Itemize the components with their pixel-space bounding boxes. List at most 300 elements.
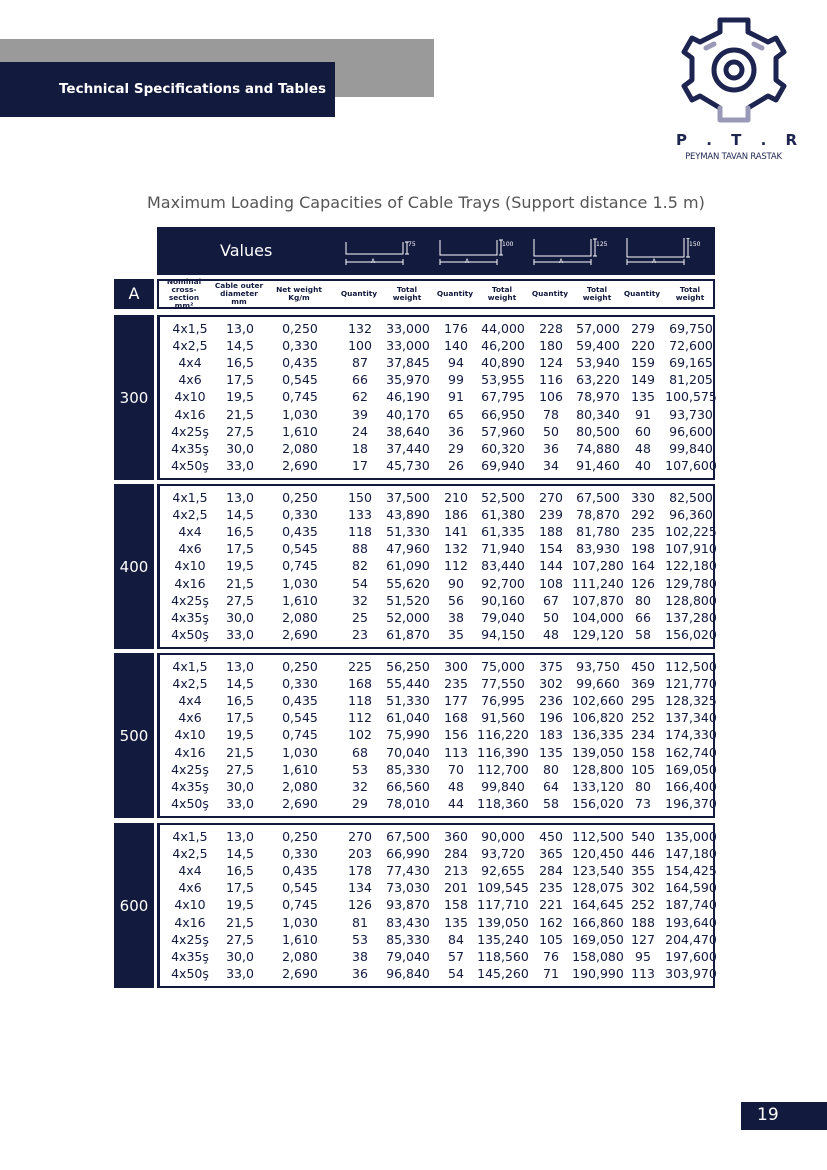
- table-cell: 107,910: [665, 541, 717, 557]
- table-cell: 1,610: [282, 931, 318, 947]
- table-cell: 134: [348, 880, 372, 896]
- table-cell: 94,150: [481, 626, 525, 642]
- table-cell: 169,050: [572, 931, 624, 947]
- table-cell: 75,990: [386, 727, 430, 743]
- tray-height-label: 150: [689, 241, 701, 248]
- table-cell: 53,955: [481, 372, 525, 388]
- table-cell: 4x1,5: [172, 490, 208, 505]
- table-cell: 302: [539, 676, 563, 692]
- table-cell: 330: [631, 490, 655, 505]
- table-cell: 79,040: [386, 948, 430, 964]
- page-number-badge: [741, 1102, 827, 1130]
- table-cell: 203: [348, 846, 372, 862]
- table-cell: 2,690: [282, 626, 318, 642]
- table-row: [160, 795, 717, 812]
- table-row: [160, 778, 717, 795]
- table-cell: 239: [539, 507, 563, 523]
- table-cell: 4x4: [178, 524, 202, 540]
- table-cell: 82,500: [669, 490, 713, 505]
- table-cell: 116: [539, 372, 563, 388]
- table-cell: 13,0: [226, 829, 254, 844]
- table-cell: 44: [448, 795, 464, 811]
- table-cell: 93,720: [481, 846, 525, 862]
- table-cell: 66: [352, 372, 368, 388]
- table-cell: 193,640: [665, 914, 717, 930]
- table-cell: 174,330: [665, 727, 717, 743]
- tray-profile-icon: [343, 238, 418, 268]
- table-cell: 58: [543, 795, 559, 811]
- table-cell: 93,870: [386, 897, 430, 913]
- table-row: [160, 726, 717, 743]
- table-cell: 37,440: [386, 440, 430, 456]
- page-title: Maximum Loading Capacities of Cable Trays (Support distance 1.5 m): [147, 193, 705, 212]
- table-cell: 1,610: [282, 761, 318, 777]
- table-cell: 48: [448, 778, 464, 794]
- table-cell: 118: [348, 524, 372, 540]
- table-cell: 94: [448, 355, 464, 371]
- table-cell: 180: [539, 338, 563, 354]
- table-cell: 4x1,5: [172, 829, 208, 844]
- table-cell: 188: [539, 524, 563, 540]
- table-cell: 35: [448, 626, 464, 642]
- table-cell: 213: [444, 863, 468, 879]
- table-cell: 68: [352, 744, 368, 760]
- table-cell: 139,050: [477, 914, 529, 930]
- table-cell: 14,5: [226, 507, 254, 523]
- table-cell: 67: [543, 592, 559, 608]
- table-cell: 80: [543, 761, 559, 777]
- table-cell: 45,730: [386, 457, 430, 473]
- values-header: [157, 227, 715, 275]
- header-title: Technical Specifications and Tables: [59, 81, 327, 97]
- table-cell: 300: [444, 659, 468, 674]
- table-cell: 117,710: [477, 897, 529, 913]
- table-row: [160, 388, 717, 405]
- table-cell: 57,000: [576, 321, 620, 336]
- table-cell: 36: [543, 440, 559, 456]
- table-cell: 106,820: [572, 710, 624, 726]
- table-cell: 4x35ş: [171, 778, 209, 794]
- tray-width-label: A: [559, 258, 564, 265]
- table-cell: 66: [635, 609, 651, 625]
- table-row: [160, 761, 717, 778]
- table-cell: 53,940: [576, 355, 620, 371]
- table-cell: 540: [631, 829, 655, 844]
- table-cell: 67,795: [481, 389, 525, 405]
- table-cell: 24: [352, 423, 368, 439]
- table-cell: 235: [539, 880, 563, 896]
- table-cell: 93,730: [669, 406, 713, 422]
- table-cell: 13,0: [226, 659, 254, 674]
- table-cell: 4x10: [174, 558, 206, 574]
- table-cell: 51,330: [386, 693, 430, 709]
- table-cell: 135,240: [477, 931, 529, 947]
- table-cell: 360: [444, 829, 468, 844]
- table-cell: 58: [635, 626, 651, 642]
- table-cell: 284: [444, 846, 468, 862]
- table-cell: 1,030: [282, 575, 318, 591]
- table-row: [160, 457, 717, 474]
- table-cell: 36: [448, 423, 464, 439]
- table-cell: 4x35ş: [171, 948, 209, 964]
- table-row: [160, 575, 717, 592]
- table-cell: 90: [448, 575, 464, 591]
- table-cell: 100,575: [665, 389, 717, 405]
- column-header: Cable outer diameter mm: [214, 281, 264, 306]
- table-cell: 221: [539, 897, 563, 913]
- column-header: Quantity: [623, 289, 661, 298]
- table-cell: 292: [631, 507, 655, 523]
- table-cell: 83,930: [576, 541, 620, 557]
- column-header: Net weight Kg/m: [276, 285, 322, 302]
- table-cell: 1,030: [282, 406, 318, 422]
- table-cell: 29: [352, 795, 368, 811]
- tray-profile-icon: [531, 238, 606, 268]
- table-cell: 38,640: [386, 423, 430, 439]
- table-cell: 4x10: [174, 727, 206, 743]
- table-row: [160, 440, 713, 457]
- table-cell: 124: [539, 355, 563, 371]
- group-rows: [157, 315, 715, 480]
- table-cell: 78,870: [576, 507, 620, 523]
- table-cell: 40,170: [386, 406, 430, 422]
- table-cell: 51,330: [386, 524, 430, 540]
- table-cell: 59,400: [576, 338, 620, 354]
- table-cell: 0,745: [282, 897, 318, 913]
- table-cell: 69,940: [481, 457, 525, 473]
- table-cell: 88: [352, 541, 368, 557]
- table-cell: 168: [444, 710, 468, 726]
- table-cell: 4x4: [178, 863, 202, 879]
- table-cell: 18: [352, 440, 368, 456]
- table-cell: 99: [448, 372, 464, 388]
- table-cell: 252: [631, 710, 655, 726]
- table-cell: 78: [543, 406, 559, 422]
- table-cell: 74,880: [576, 440, 620, 456]
- table-cell: 2,690: [282, 965, 318, 981]
- table-cell: 4x1,5: [172, 659, 208, 674]
- table-cell: 33,0: [226, 795, 254, 811]
- logo-company-name: PEYMAN TAVAN RASTAK: [685, 152, 782, 162]
- table-cell: 78,970: [576, 389, 620, 405]
- table-cell: 187,740: [665, 897, 717, 913]
- table-row: [160, 540, 717, 557]
- table-cell: 52,500: [481, 490, 525, 505]
- table-cell: 4x35ş: [171, 609, 209, 625]
- table-cell: 150: [348, 490, 372, 505]
- table-cell: 164: [631, 558, 655, 574]
- table-cell: 21,5: [226, 575, 254, 591]
- table-cell: 91,560: [481, 710, 525, 726]
- table-cell: 123,540: [572, 863, 624, 879]
- table-row: [160, 965, 717, 982]
- table-cell: 0,250: [282, 829, 318, 844]
- table-cell: 1,610: [282, 592, 318, 608]
- table-cell: 0,330: [282, 338, 318, 354]
- table-cell: 16,5: [226, 355, 254, 371]
- table-cell: 44,000: [481, 321, 525, 336]
- table-cell: 220: [631, 338, 655, 354]
- table-cell: 162: [539, 914, 563, 930]
- a-column-header: A: [114, 279, 154, 309]
- table-cell: 1,610: [282, 423, 318, 439]
- table-cell: 83,440: [481, 558, 525, 574]
- table-cell: 162,740: [665, 744, 717, 760]
- table-cell: 145,260: [477, 965, 529, 981]
- table-cell: 61,380: [481, 507, 525, 523]
- table-cell: 107,600: [665, 457, 717, 473]
- table-cell: 0,435: [282, 355, 318, 371]
- table-cell: 4x2,5: [172, 507, 208, 523]
- table-cell: 4x16: [174, 575, 206, 591]
- table-cell: 19,5: [226, 727, 254, 743]
- table-cell: 149: [631, 372, 655, 388]
- table-cell: 55,620: [386, 575, 430, 591]
- tray-width-label: A: [371, 258, 376, 265]
- table-cell: 0,250: [282, 659, 318, 674]
- table-cell: 99,840: [481, 778, 525, 794]
- column-header: Quantity: [531, 289, 569, 298]
- table-row: [160, 406, 713, 423]
- table-cell: 4x4: [178, 693, 202, 709]
- table-cell: 27,5: [226, 931, 254, 947]
- table-cell: 2,080: [282, 440, 318, 456]
- table-cell: 32: [352, 778, 368, 794]
- table-cell: 0,745: [282, 727, 318, 743]
- table-cell: 0,330: [282, 507, 318, 523]
- table-cell: 2,080: [282, 948, 318, 964]
- table-cell: 176: [444, 321, 468, 336]
- table-cell: 53: [352, 761, 368, 777]
- table-cell: 30,0: [226, 778, 254, 794]
- table-row: [160, 896, 717, 913]
- table-row: [160, 371, 713, 388]
- table-cell: 17,5: [226, 710, 254, 726]
- table-cell: 4x6: [178, 541, 202, 557]
- table-cell: 128,325: [665, 693, 717, 709]
- table-cell: 16,5: [226, 524, 254, 540]
- table-cell: 16,5: [226, 693, 254, 709]
- table-cell: 0,435: [282, 693, 318, 709]
- company-logo: [676, 14, 805, 164]
- table-cell: 0,545: [282, 710, 318, 726]
- table-cell: 91: [635, 406, 651, 422]
- table-cell: 4x25ş: [171, 592, 209, 608]
- table-cell: 2,690: [282, 795, 318, 811]
- table-cell: 21,5: [226, 914, 254, 930]
- table-cell: 30,0: [226, 440, 254, 456]
- table-cell: 4x4: [178, 355, 202, 371]
- table-cell: 4x2,5: [172, 676, 208, 692]
- group-rows: [157, 653, 715, 818]
- table-cell: 50: [543, 423, 559, 439]
- table-cell: 0,745: [282, 389, 318, 405]
- table-cell: 34: [543, 457, 559, 473]
- table-cell: 4x25ş: [171, 423, 209, 439]
- table-cell: 69,750: [669, 321, 713, 336]
- table-cell: 0,545: [282, 880, 318, 896]
- table-cell: 19,5: [226, 897, 254, 913]
- table-cell: 128,800: [572, 761, 624, 777]
- table-cell: 126: [631, 575, 655, 591]
- table-cell: 39: [352, 406, 368, 422]
- table-cell: 201: [444, 880, 468, 896]
- table-cell: 128,800: [665, 592, 717, 608]
- table-cell: 177: [444, 693, 468, 709]
- logo-letters: P . T . R: [676, 131, 805, 149]
- table-cell: 14,5: [226, 846, 254, 862]
- table-cell: 4x6: [178, 710, 202, 726]
- table-cell: 84: [448, 931, 464, 947]
- table-cell: 27,5: [226, 423, 254, 439]
- table-cell: 96,840: [386, 965, 430, 981]
- table-cell: 183: [539, 727, 563, 743]
- table-row: [160, 744, 717, 761]
- table-cell: 4x25ş: [171, 931, 209, 947]
- table-cell: 158: [444, 897, 468, 913]
- table-row: [160, 626, 717, 643]
- table-cell: 0,545: [282, 372, 318, 388]
- table-cell: 80: [635, 592, 651, 608]
- a-value: 600: [114, 823, 154, 988]
- table-cell: 168: [348, 676, 372, 692]
- table-cell: 4x2,5: [172, 846, 208, 862]
- table-cell: 66,950: [481, 406, 525, 422]
- table-cell: 137,340: [665, 710, 717, 726]
- table-cell: 210: [444, 490, 468, 505]
- table-cell: 139,050: [572, 744, 624, 760]
- table-cell: 303,970: [665, 965, 717, 981]
- table-cell: 48: [543, 626, 559, 642]
- table-cell: 60,320: [481, 440, 525, 456]
- table-cell: 178: [348, 863, 372, 879]
- table-cell: 30,0: [226, 609, 254, 625]
- table-cell: 56,250: [386, 659, 430, 674]
- table-group: [114, 315, 715, 480]
- values-label: Values: [220, 241, 273, 260]
- table-cell: 54: [448, 965, 464, 981]
- table-cell: 19,5: [226, 389, 254, 405]
- table-cell: 126: [348, 897, 372, 913]
- table-cell: 112,700: [477, 761, 529, 777]
- table-cell: 106: [539, 389, 563, 405]
- table-cell: 57: [448, 948, 464, 964]
- table-row: [160, 658, 717, 675]
- table-cell: 0,330: [282, 676, 318, 692]
- table-row: [160, 506, 713, 523]
- table-cell: 78,010: [386, 795, 430, 811]
- table-cell: 270: [539, 490, 563, 505]
- table-cell: 72,600: [669, 338, 713, 354]
- table-cell: 4x25ş: [171, 761, 209, 777]
- table-cell: 83,430: [386, 914, 430, 930]
- table-cell: 111,240: [572, 575, 624, 591]
- table-cell: 118,360: [477, 795, 529, 811]
- table-cell: 135: [539, 744, 563, 760]
- table-cell: 141: [444, 524, 468, 540]
- table-cell: 52,000: [386, 609, 430, 625]
- table-cell: 1,030: [282, 914, 318, 930]
- table-cell: 4x10: [174, 389, 206, 405]
- table-cell: 33,0: [226, 457, 254, 473]
- table-cell: 33,000: [386, 321, 430, 336]
- column-header: Quantity: [436, 289, 474, 298]
- table-row: [160, 423, 713, 440]
- table-cell: 85,330: [386, 931, 430, 947]
- table-cell: 14,5: [226, 676, 254, 692]
- table-cell: 48: [635, 440, 651, 456]
- table-cell: 129,780: [665, 575, 717, 591]
- table-cell: 132: [348, 321, 372, 336]
- a-value: 500: [114, 653, 154, 818]
- table-cell: 120,450: [572, 846, 624, 862]
- table-cell: 204,470: [665, 931, 717, 947]
- table-cell: 112: [348, 710, 372, 726]
- table-cell: 133,120: [572, 778, 624, 794]
- table-cell: 90,160: [481, 592, 525, 608]
- table-row: [160, 828, 717, 845]
- table-cell: 4x1,5: [172, 321, 208, 336]
- table-cell: 77,430: [386, 863, 430, 879]
- table-cell: 61,040: [386, 710, 430, 726]
- table-cell: 0,745: [282, 558, 318, 574]
- table-row: [160, 523, 717, 540]
- table-cell: 29: [448, 440, 464, 456]
- table-cell: 14,5: [226, 338, 254, 354]
- tray-height-label: 125: [596, 241, 608, 248]
- table-cell: 33,0: [226, 626, 254, 642]
- table-cell: 96,600: [669, 423, 713, 439]
- table-cell: 133: [348, 507, 372, 523]
- table-cell: 4x16: [174, 914, 206, 930]
- table-cell: 159: [631, 355, 655, 371]
- table-cell: 40,890: [481, 355, 525, 371]
- tray-profile-icon: [624, 238, 699, 268]
- table-cell: 17,5: [226, 541, 254, 557]
- table-cell: 156,020: [572, 795, 624, 811]
- table-cell: 60: [635, 423, 651, 439]
- table-cell: 365: [539, 846, 563, 862]
- table-cell: 43,890: [386, 507, 430, 523]
- table-cell: 186: [444, 507, 468, 523]
- table-cell: 198: [631, 541, 655, 557]
- table-cell: 67,500: [576, 490, 620, 505]
- table-row: [160, 709, 717, 726]
- table-cell: 92,700: [481, 575, 525, 591]
- table-cell: 80,340: [576, 406, 620, 422]
- table-cell: 116,220: [477, 727, 529, 743]
- table-cell: 147,180: [665, 846, 717, 862]
- table-cell: 112,500: [665, 659, 717, 674]
- table-cell: 81,205: [669, 372, 713, 388]
- table-row: [160, 320, 713, 337]
- group-rows: [157, 484, 715, 649]
- table-cell: 80: [635, 778, 651, 794]
- table-row: [160, 354, 713, 371]
- table-cell: 102,660: [572, 693, 624, 709]
- table-row: [160, 845, 717, 862]
- table-cell: 113: [444, 744, 468, 760]
- table-cell: 302: [631, 880, 655, 896]
- table-cell: 87: [352, 355, 368, 371]
- table-cell: 137,280: [665, 609, 717, 625]
- table-cell: 0,250: [282, 490, 318, 505]
- table-cell: 70,040: [386, 744, 430, 760]
- table-cell: 17: [352, 457, 368, 473]
- table-cell: 36: [352, 965, 368, 981]
- table-cell: 65: [448, 406, 464, 422]
- table-cell: 76: [543, 948, 559, 964]
